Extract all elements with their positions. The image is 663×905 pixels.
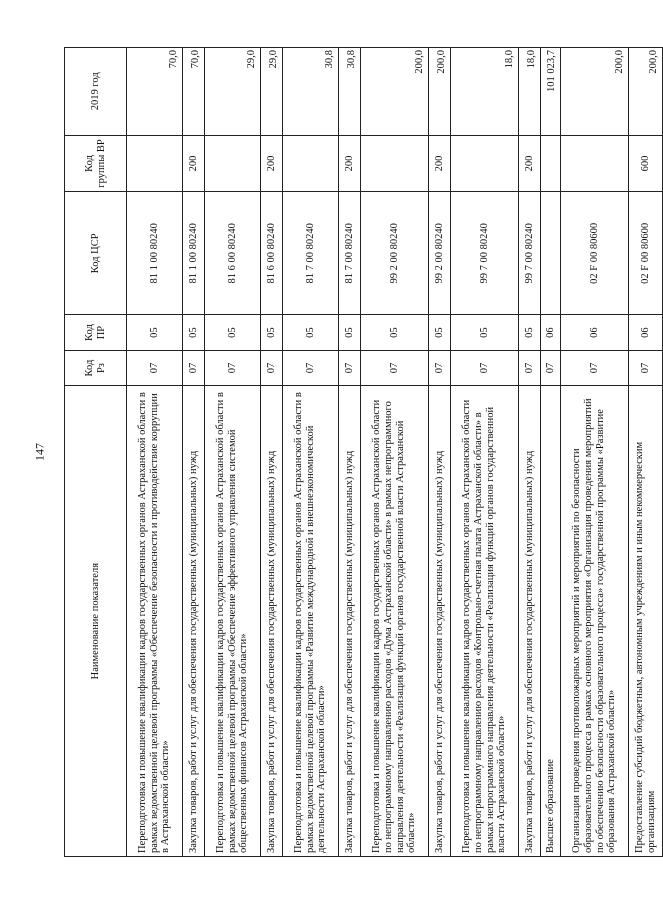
row-value: 30,8 [283,48,339,136]
table-row [519,48,541,857]
row-pr: 05 [283,315,339,350]
row-value: 29,0 [261,48,283,136]
row-name: Высшее образование [541,386,561,857]
row-value: 200,0 [361,48,429,136]
row-pr: 06 [629,315,663,350]
table-row [205,48,261,857]
row-pr: 05 [339,315,361,350]
table-row [283,48,339,857]
row-vr [541,135,561,192]
rotated-table-container [64,47,660,857]
row-vr [283,135,339,192]
row-rz: 07 [183,350,205,385]
table-row [361,48,429,857]
row-rz: 07 [283,350,339,385]
row-value: 200,0 [429,48,451,136]
table-row [429,48,451,857]
row-csr: 99 7 00 80240 [519,192,541,315]
row-csr: 99 2 00 80240 [429,192,451,315]
row-vr: 200 [183,135,205,192]
table-row [261,48,283,857]
row-pr: 06 [561,315,629,350]
row-pr: 05 [205,315,261,350]
row-pr: 05 [451,315,519,350]
row-csr: 81 7 00 80240 [283,192,339,315]
header-csr: Код ЦСР [65,192,127,315]
header-pr: Код ПР [65,315,127,350]
row-pr: 05 [261,315,283,350]
row-name: Закупка товаров, работ и услуг для обеспечения государственных (муниципальных) нужд [429,386,451,857]
row-pr: 05 [519,315,541,350]
row-value: 200,0 [561,48,629,136]
row-value: 18,0 [451,48,519,136]
row-value: 101 023,7 [541,48,561,136]
table-row [561,48,629,857]
row-value: 70,0 [183,48,205,136]
row-vr: 200 [339,135,361,192]
row-rz: 07 [519,350,541,385]
header-rz: Код Рз [65,350,127,385]
row-value: 70,0 [127,48,183,136]
row-name: Организация проведения противопожарных мероприятий и мероприятий по безопасности образовательного процесса в рамках основного мероприятия «Организация проведения мероприятий по обеспечению безопасности образовательного процесса» государственной программы «Развитие образования Астраханской области» [561,386,629,857]
row-name: Закупка товаров, работ и услуг для обеспечения государственных (муниципальных) нужд [261,386,283,857]
header-year: 2019 год [65,48,127,136]
table-row [127,48,183,857]
row-pr: 06 [541,315,561,350]
row-vr [451,135,519,192]
budget-table [64,47,663,857]
row-rz: 07 [541,350,561,385]
table-row [451,48,519,857]
row-name: Переподготовка и повышение квалификации кадров государственных органов Астраханской области в рамках ведомственной целевой программы «Обеспечение безопасности и противодействие коррупции в Астраханской области» [127,386,183,857]
row-csr: 81 6 00 80240 [205,192,261,315]
row-vr: 200 [429,135,451,192]
row-vr: 200 [519,135,541,192]
row-name: Предоставление субсидий бюджетным, автономным учреждениям и иным некоммерческим организациям [629,386,663,857]
table-row [629,48,663,857]
row-value: 30,8 [339,48,361,136]
row-csr: 81 7 00 80240 [339,192,361,315]
row-pr: 05 [183,315,205,350]
row-name: Переподготовка и повышение квалификации кадров государственных органов Астраханской области в рамках ведомственной целевой программы «Обеспечение эффективного управления системой общественных финансов Астраханской области» [205,386,261,857]
row-rz: 07 [429,350,451,385]
row-value: 18,0 [519,48,541,136]
row-vr [361,135,429,192]
row-csr: 99 2 00 80240 [361,192,429,315]
row-name: Переподготовка и повышение квалификации кадров государственных органов Астраханской области по непрограммному направлению расходов «Дума Астраханской области» в рамках непрограммного направления деятельности «Реализация функций органов государственной власти Астраханской области» [361,386,429,857]
row-vr [205,135,261,192]
row-rz: 07 [127,350,183,385]
row-csr: 81 6 00 80240 [261,192,283,315]
row-name: Переподготовка и повышение квалификации кадров государственных органов Астраханской области по непрограммному направлению расходов «Контрольно-счетная палата Астраханской области» в рамках непрограммного направления деятельности «Реализация функций органов государственной власти Астраханской области» [451,386,519,857]
row-name: Закупка товаров, работ и услуг для обеспечения государственных (муниципальных) нужд [519,386,541,857]
header-name: Наименование показателя [65,386,127,857]
table-row [339,48,361,857]
row-vr: 600 [629,135,663,192]
row-pr: 05 [127,315,183,350]
row-rz: 07 [261,350,283,385]
row-csr: 99 7 00 80240 [451,192,519,315]
row-name: Закупка товаров, работ и услуг для обеспечения государственных (муниципальных) нужд [339,386,361,857]
row-rz: 07 [339,350,361,385]
row-csr: 02 F 00 80600 [561,192,629,315]
row-rz: 07 [205,350,261,385]
row-rz: 07 [361,350,429,385]
table-row [541,48,561,857]
row-pr: 05 [361,315,429,350]
table-row [183,48,205,857]
row-csr: 81 1 00 80240 [127,192,183,315]
row-rz: 07 [629,350,663,385]
row-name: Закупка товаров, работ и услуг для обеспечения государственных (муниципальных) нужд [183,386,205,857]
header-vr: Код группы ВР [65,135,127,192]
table-header-row [65,48,127,857]
row-rz: 07 [561,350,629,385]
row-csr: 02 F 00 80600 [629,192,663,315]
row-rz: 07 [451,350,519,385]
row-pr: 05 [429,315,451,350]
row-csr: 81 1 00 80240 [183,192,205,315]
row-name: Переподготовка и повышение квалификации кадров государственных органов Астраханской области в рамках ведомственной целевой программы «Развитие международной и внешнеэкономической деятельности Астраханской области» [283,386,339,857]
row-vr [127,135,183,192]
row-csr [541,192,561,315]
row-vr [561,135,629,192]
row-value: 200,0 [629,48,663,136]
page-number: 147 [32,443,47,461]
row-value: 29,0 [205,48,261,136]
row-vr: 200 [261,135,283,192]
